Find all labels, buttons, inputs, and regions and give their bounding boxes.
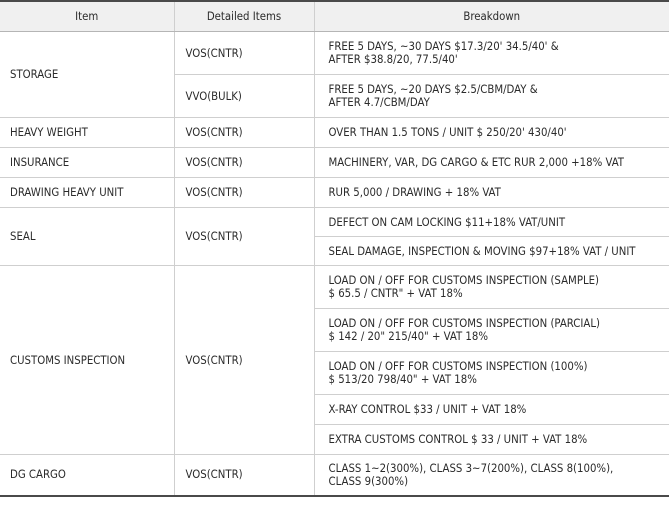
table-row: [0, 178, 669, 208]
header-detailed-items: Detailed Items: [174, 1, 314, 32]
breakdown-cell: [314, 75, 669, 118]
detail-cell: VOS(CNTR): [174, 32, 314, 75]
header-item: Item: [0, 1, 174, 32]
breakdown-line: LOAD ON / OFF FOR CUSTOMS INSPECTION (PARCIAL): [328, 317, 600, 330]
breakdown-line: AFTER 4.7/CBM/DAY: [328, 96, 430, 109]
breakdown-cell: [314, 309, 669, 352]
breakdown-cell: [314, 352, 669, 395]
item-seal: SEAL: [0, 208, 174, 266]
breakdown-line: $ 65.5 / CNTR" + VAT 18%: [328, 287, 463, 300]
breakdown-cell: EXTRA CUSTOMS CONTROL $ 33 / UNIT + VAT 18%: [314, 425, 669, 455]
item-heavy-weight: HEAVY WEIGHT: [0, 118, 174, 148]
breakdown-line: CLASS 1~2(300%), CLASS 3~7(200%), CLASS 8(100%),: [328, 461, 614, 475]
table-row: [0, 118, 669, 148]
breakdown-line: FREE 5 DAYS, ~20 DAYS $2.5/CBM/DAY &: [328, 83, 538, 96]
table-row: [0, 148, 669, 178]
table-header-row: [0, 1, 669, 32]
detail-cell: VOS(CNTR): [174, 118, 314, 148]
item-storage: STORAGE: [0, 32, 174, 118]
breakdown-line: AFTER $38.8/20, 77.5/40': [328, 53, 458, 66]
breakdown-cell: MACHINERY, VAR, DG CARGO & ETC RUR 2,000 +18% VAT: [314, 148, 669, 178]
table-row: [0, 208, 669, 237]
breakdown-line: LOAD ON / OFF FOR CUSTOMS INSPECTION (100%): [328, 360, 588, 373]
breakdown-line: CLASS 9(300%): [328, 474, 409, 488]
item-customs-inspection: CUSTOMS INSPECTION: [0, 266, 174, 455]
detail-cell: VOS(CNTR): [174, 178, 314, 208]
breakdown-cell: X-RAY CONTROL $33 / UNIT + VAT 18%: [314, 395, 669, 425]
header-breakdown: Breakdown: [314, 1, 669, 32]
breakdown-line: $ 513/20 798/40" + VAT 18%: [328, 373, 477, 386]
item-dg-cargo: DG CARGO: [10, 468, 66, 482]
breakdown-cell: [314, 455, 669, 496]
breakdown-cell: [314, 32, 669, 75]
breakdown-cell: [314, 266, 669, 309]
breakdown-cell: DEFECT ON CAM LOCKING $11+18% VAT/UNIT: [314, 208, 669, 237]
detail-cell: VOS(CNTR): [174, 455, 314, 496]
breakdown-line: $ 142 / 20" 215/40" + VAT 18%: [328, 330, 489, 343]
detail-cell: VOS(CNTR): [174, 148, 314, 178]
table-row: [0, 455, 669, 496]
item-drawing-heavy-unit: DRAWING HEAVY UNIT: [0, 178, 174, 208]
breakdown-line: LOAD ON / OFF FOR CUSTOMS INSPECTION (SAMPLE): [328, 274, 599, 287]
item-insurance: INSURANCE: [0, 148, 174, 178]
detail-cell: VOS(CNTR): [174, 266, 314, 455]
breakdown-cell: OVER THAN 1.5 TONS / UNIT $ 250/20' 430/40': [314, 118, 669, 148]
table-row: [0, 32, 669, 75]
breakdown-cell: SEAL DAMAGE, INSPECTION & MOVING $97+18% VAT / UNIT: [314, 237, 669, 266]
table-row: [0, 266, 669, 309]
breakdown-line: FREE 5 DAYS, ~30 DAYS $17.3/20' 34.5/40' &: [328, 40, 559, 53]
detail-cell: VVO(BULK): [174, 75, 314, 118]
detail-cell: VOS(CNTR): [174, 208, 314, 266]
breakdown-cell: RUR 5,000 / DRAWING + 18% VAT: [314, 178, 669, 208]
